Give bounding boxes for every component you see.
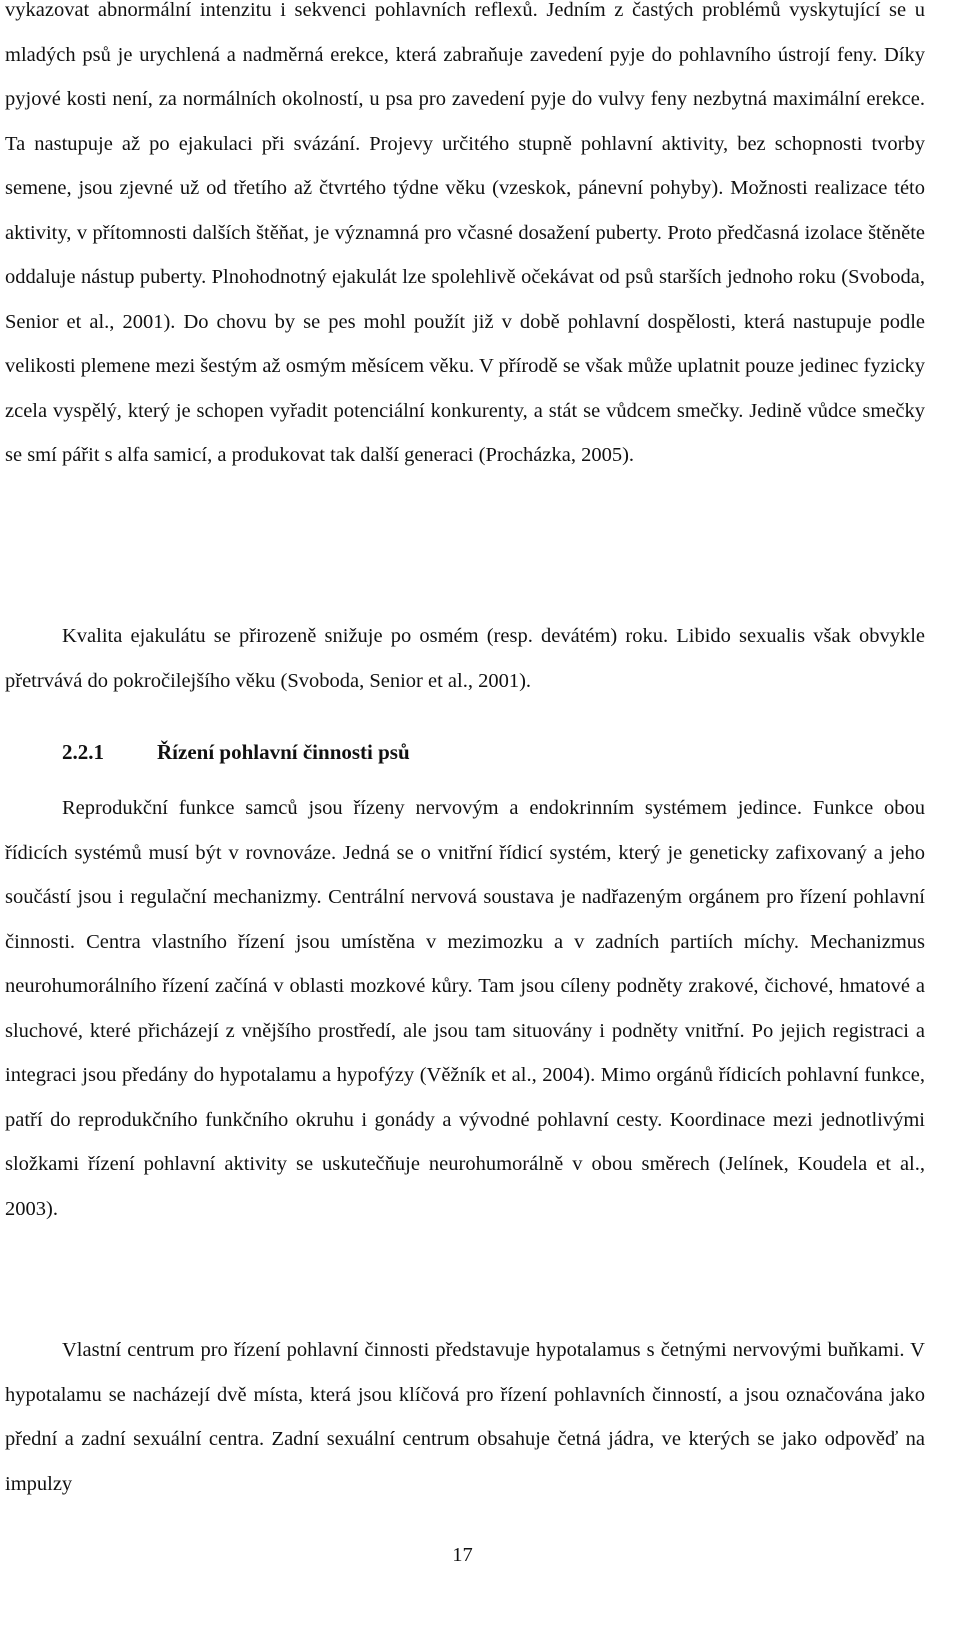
- section-number: 2.2.1: [62, 740, 104, 764]
- section-heading: [62, 730, 410, 774]
- paragraph-hypothalamus: Vlastní centrum pro řízení pohlavní činnosti představuje hypotalamus s četnými nervovými buňkami. V hypotalamu se nacházejí dvě místa, která jsou klíčová pro řízení pohlavních činností, a jsou označována jako přední a zadní sexuální centra. Zadní sexuální centrum obsahuje četná jádra, ve kterých se jako odpověď na impulzy: [5, 1339, 925, 1495]
- paragraph-ejaculate-quality: Kvalita ejakulátu se přirozeně snižuje po osmém (resp. devátém) roku. Libido sexualis však obvykle přetrvává do pokročilejšího věku (Svoboda, Senior et al., 2001).: [5, 625, 925, 692]
- paragraph-reproductive-control: Reprodukční funkce samců jsou řízeny nervovým a endokrinním systémem jedince. Funkce obou řídicích systémů musí být v rovnováze. Jedná se o vnitřní řídicí systém, který je geneticky zafixovaný a jeho součástí jsou i regulační mechanizmy. Centrální nervová soustava je nadřazeným orgánem pro řízení pohlavní činnosti. Centra vlastního řízení jsou umístěna v mezimozku a v zadních partiích míchy. Mechanizmus neurohumorálního řízení začíná v oblasti mozkové kůry. Tam jsou cíleny podněty zrakové, čichové, hmatové a sluchové, které přicházejí z vnějšího prostředí, ale jsou tam situovány i podněty vnitřní. Po jejich registraci a integraci jsou předány do hypotalamu a hypofýzy (Věžník et al., 2004). Mimo orgánů řídicích pohlavní funkce, patří do reprodukčního funkčního okruhu i gonády a vývodné pohlavní cesty. Koordinace mezi jednotlivými složkami řízení pohlavní aktivity se uskutečňuje neurohumorálně v obou směrech (Jelínek, Koudela et al., 2003).: [5, 797, 925, 1220]
- page-number: 17: [452, 1544, 473, 1566]
- paragraph-puberty: vykazovat abnormální intenzitu i sekvenci pohlavních reflexů. Jedním z častých problémů vyskytující se u mladých psů je urychlená a nadměrná erekce, která zabraňuje zavedení pyje do pohlavního ústrojí feny. Díky pyjové kosti není, za normálních okolností, u psa pro zavedení pyje do vulvy feny nezbytná maximální erekce. Ta nastupuje až po ejakulaci při svázání. Projevy určitého stupně pohlavní aktivity, bez schopnosti tvorby semene, jsou zjevné už od třetího až čtvrtého týdne věku (vzeskok, pánevní pohyby). Možnosti realizace této aktivity, v přítomnosti dalších štěňat, je významná pro včasné dosažení puberty. Proto předčasná izolace štěněte oddaluje nástup puberty. Plnohodnotný ejakulát lze spolehlivě očekávat od psů starších jednoho roku (Svoboda, Senior et al., 2001). Do chovu by se pes mohl použít již v době pohlavní dospělosti, která nastupuje podle velikosti plemene mezi šestým až osmým měsícem věku. V přírodě se však může uplatnit pouze jedinec fyzicky zcela vyspělý, který je schopen vyřadit potenciální konkurenty, a stát se vůdcem smečky. Jedině vůdce smečky se smí pářit s alfa samicí, a produkovat tak další generaci (Procházka, 2005).: [5, 0, 925, 466]
- section-title: Řízení pohlavní činnosti psů: [157, 740, 410, 764]
